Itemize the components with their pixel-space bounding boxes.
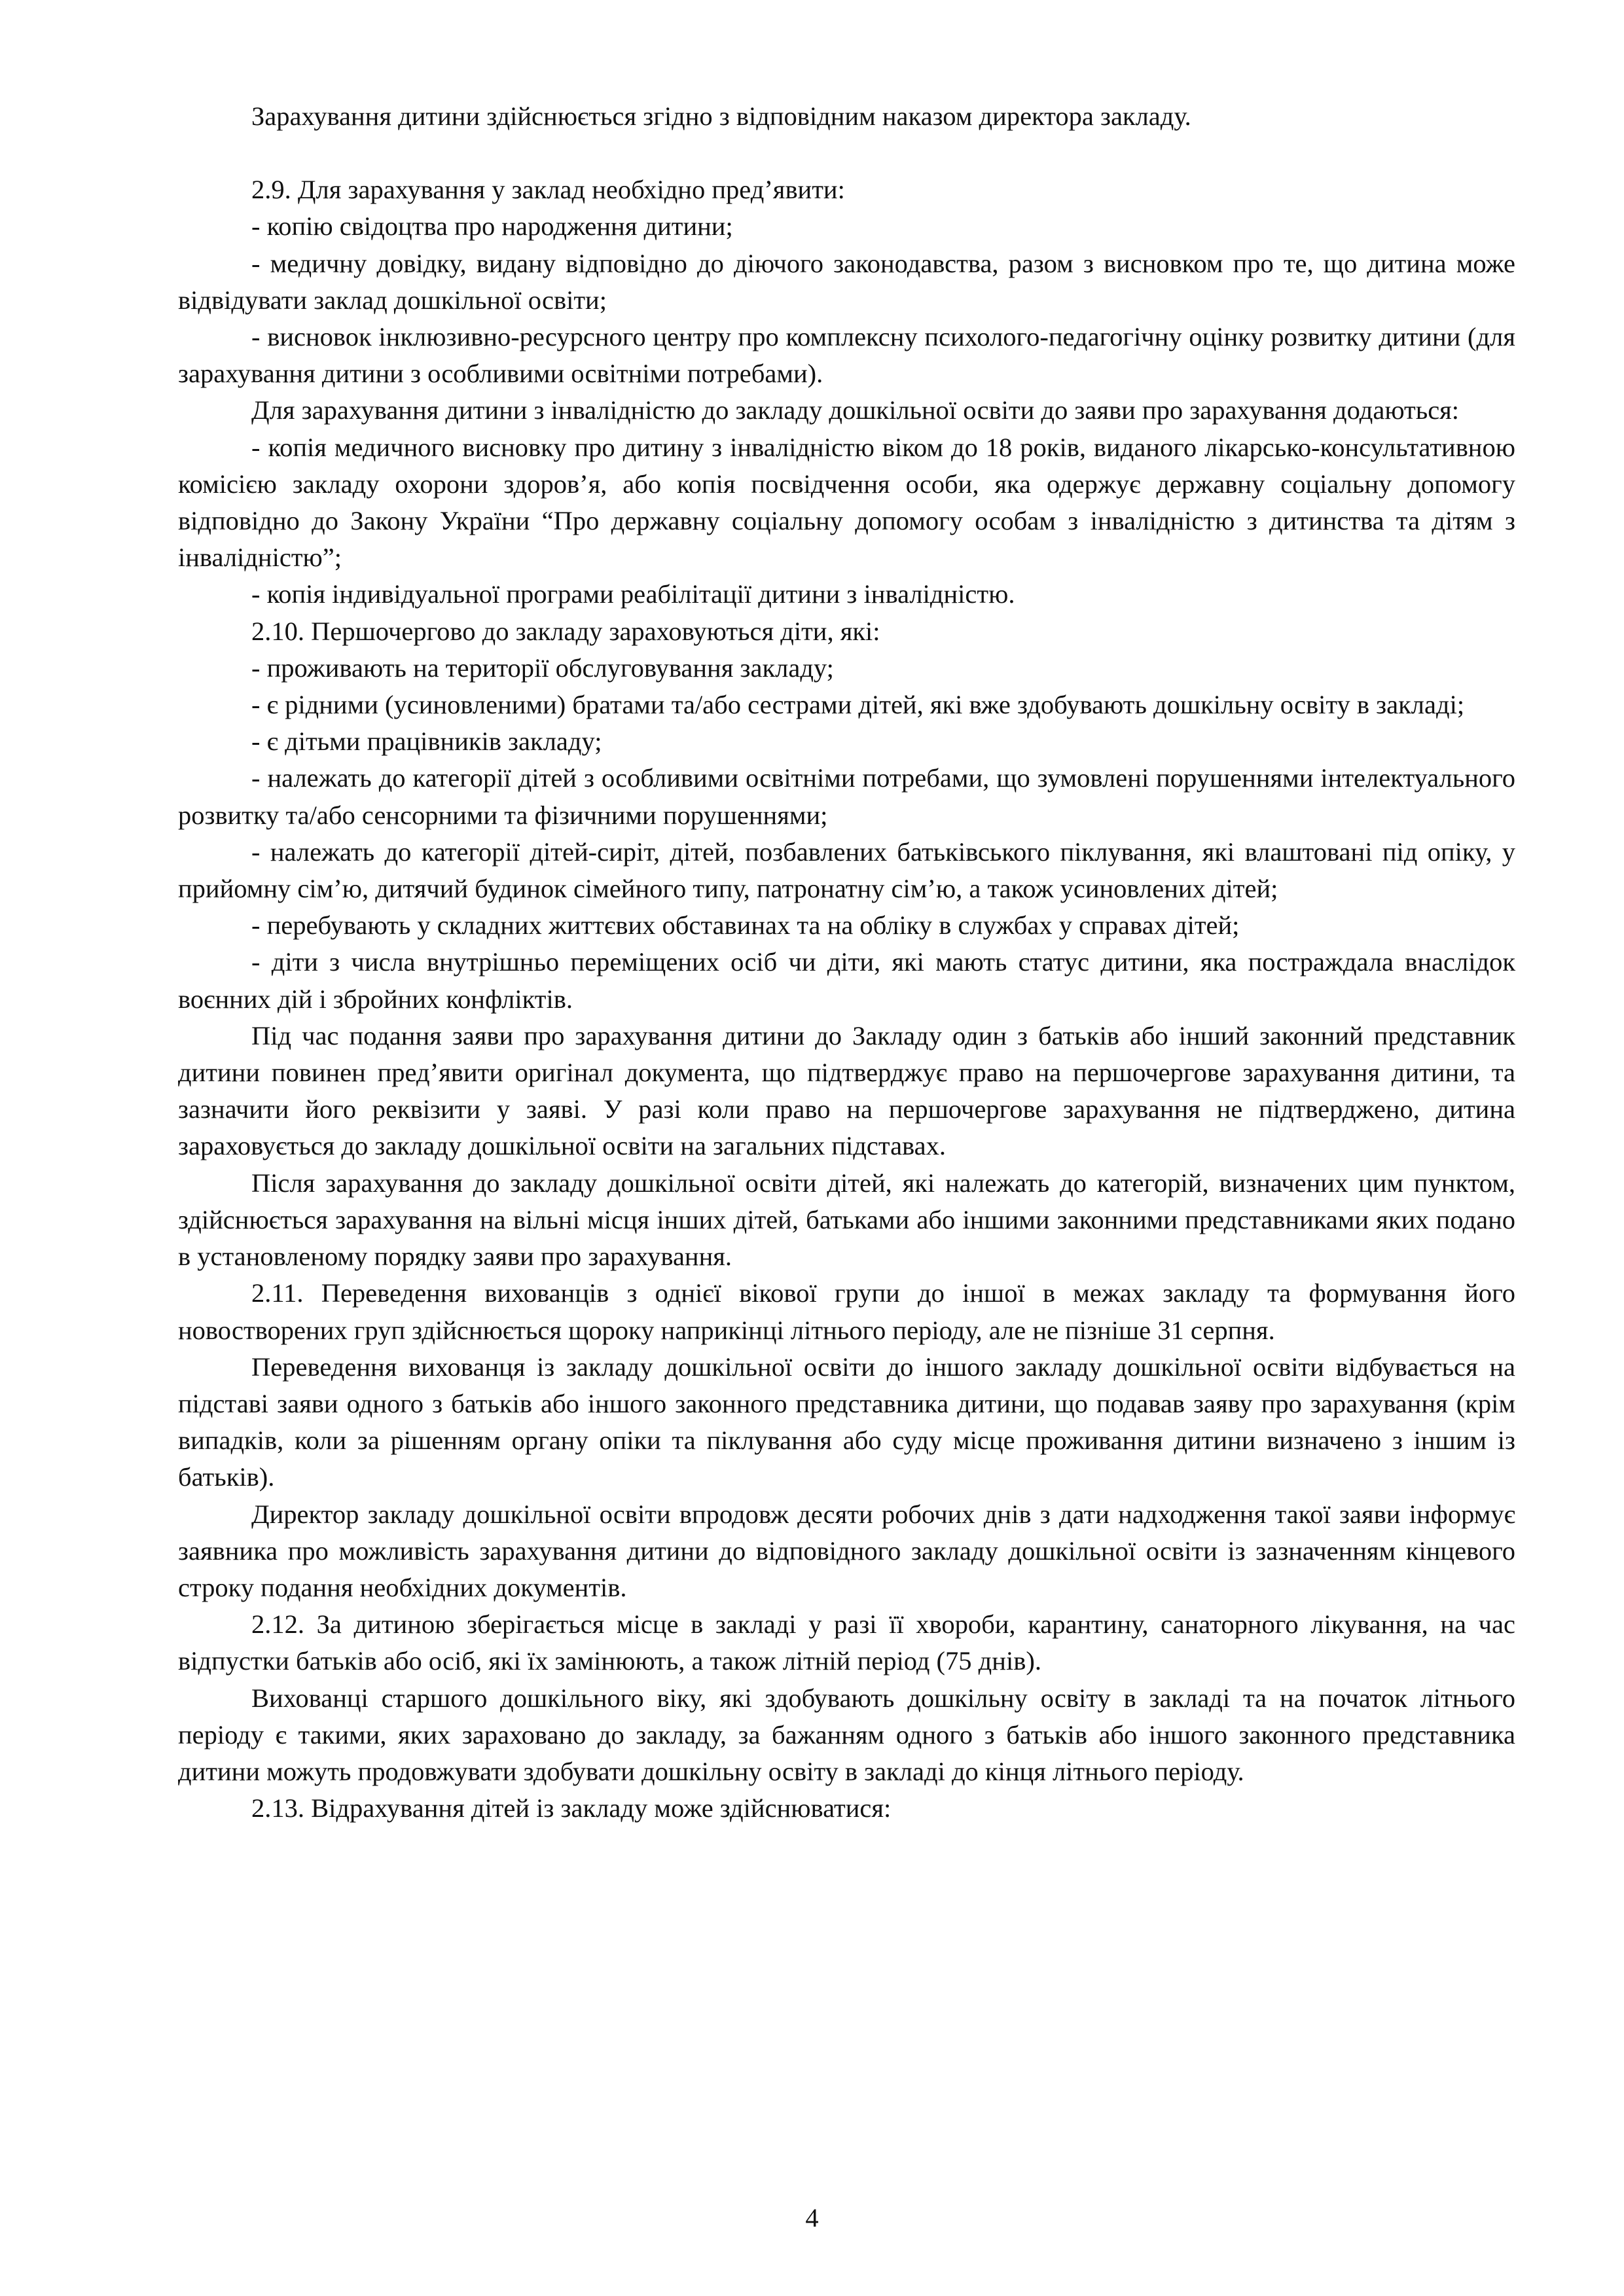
paragraph-2-12: 2.12. За дитиною зберігається місце в закладі у разі її хвороби, карантину, санаторного лікування, на час відпустки батьків або осіб, які їх замінюють, а також літній період (75 днів). bbox=[178, 1609, 1515, 1676]
paragraph-2-9: 2.9. Для зарахування у заклад необхідно пред’явити: bbox=[251, 175, 845, 205]
paragraph-gap bbox=[178, 135, 1515, 171]
paragraph-2-10-g: - діти з числа внутрішньо переміщених осіб чи діти, які мають статус дитини, яка постраждала внаслідок воєнних дій і збройних конфліктів. bbox=[178, 947, 1515, 1014]
paragraph-enrollment-order: Зарахування дитини здійснюється згідно з відповідним наказом директора закладу. bbox=[251, 101, 1191, 131]
document-page bbox=[178, 98, 1515, 1827]
paragraph-2-10-c: - є дітьми працівників закладу; bbox=[251, 726, 602, 757]
page-number: 4 bbox=[805, 2203, 819, 2233]
paragraph-priority-docs: Під час подання заяви про зарахування дитини до Закладу один з батьків або інший законний представник дитини повинен пред’явити оригінал документа, що підтверджує право на першочергове зарахування дитини, та зазначити його реквізити у заяві. У разі коли право на першочергове зарахування не підтверджено, дитина зараховується до закладу дошкільної освіти на загальних підставах. bbox=[178, 1020, 1515, 1161]
paragraph-2-10-d: - належать до категорії дітей з особливими освітніми потребами, що зумовлені порушеннями інтелектуального розвитку та/або сенсорними та фізичними порушеннями; bbox=[178, 763, 1515, 830]
paragraph-2-10: 2.10. Першочергово до закладу зараховуються діти, які: bbox=[251, 616, 880, 646]
paragraph-2-10-e: - належать до категорії дітей-сиріт, дітей, позбавлених батьківського піклування, які влаштовані під опіку, у прийомну сім’ю, дитячий будинок сімейного типу, патронатну сім’ю, а також усиновлених дітей; bbox=[178, 836, 1515, 904]
paragraph-disability: Для зарахування дитини з інвалідністю до закладу дошкільної освіти до заяви про зарахування додаються: bbox=[251, 395, 1460, 425]
paragraph-after-priority: Після зарахування до закладу дошкільної освіти дітей, які належать до категорій, визначених цим пунктом, здійснюється зарахування на вільні місця інших дітей, батьками або іншими законними представниками яких подано в установленому порядку заяви про зарахування. bbox=[178, 1168, 1515, 1272]
paragraph-senior: Вихованці старшого дошкільного віку, які здобувають дошкільну освіту в закладі та на початок літнього періоду є такими, яких зараховано до закладу, за бажанням одного з батьків або іншого законного представника дитини можуть продовжувати здобувати дошкільну освіту в закладі до кінця літнього періоду. bbox=[178, 1683, 1515, 1786]
paragraph-2-13: 2.13. Відрахування дітей із закладу може здійснюватися: bbox=[251, 1793, 892, 1823]
paragraph-disability-a: - копія медичного висновку про дитину з інвалідністю віком до 18 років, виданого лікарсько-консультативною комісією закладу охорони здоров’я, або копія посвідчення особи, яка одержує державну соціальну допомогу відповідно до Закону України “Про державну соціальну допомогу особам з інвалідністю з дитинства та дітям з інвалідністю”; bbox=[178, 432, 1515, 573]
paragraph-director: Директор закладу дошкільної освіти впродовж десяти робочих днів з дати надходження такої заяви інформує заявника про можливість зарахування дитини до відповідного закладу дошкільної освіти із зазначенням кінцевого строку подання необхідних документів. bbox=[178, 1499, 1515, 1602]
paragraph-2-9-c: - висновок інклюзивно-ресурсного центру про комплексну психолого-педагогічну оцінку розвитку дитини (для зарахування дитини з особливими освітніми потребами). bbox=[178, 322, 1515, 389]
paragraph-2-10-a: - проживають на території обслуговування закладу; bbox=[251, 653, 834, 683]
paragraph-2-11: 2.11. Переведення вихованців з однієї вікової групи до іншої в межах закладу та формування його новостворених груп здійснюється щороку наприкінці літнього періоду, але не пізніше 31 серпня. bbox=[178, 1278, 1515, 1345]
paragraph-2-9-a: - копію свідоцтва про народження дитини; bbox=[251, 211, 733, 242]
paragraph-2-10-b: - є рідними (усиновленими) братами та/або сестрами дітей, які вже здобувають дошкільну освіту в закладі; bbox=[251, 690, 1465, 720]
paragraph-disability-b: - копія індивідуальної програми реабілітації дитини з інвалідністю. bbox=[251, 579, 1015, 609]
paragraph-2-9-b: - медичну довідку, видану відповідно до діючого законодавства, разом з висновком про те, що дитина може відвідувати заклад дошкільної освіти; bbox=[178, 248, 1515, 315]
paragraph-2-10-f: - перебувають у складних життєвих обставинах та на обліку в службах у справах дітей; bbox=[251, 910, 1240, 941]
paragraph-transfer: Переведення вихованця із закладу дошкільної освіти до іншого закладу дошкільної освіти відбувається на підставі заяви одного з батьків або іншого законного представника дитини, що подавав заяву про зарахування (крім випадків, коли за рішенням органу опіки та піклування або суду місце проживання дитини визначено з іншим із батьків). bbox=[178, 1352, 1515, 1492]
